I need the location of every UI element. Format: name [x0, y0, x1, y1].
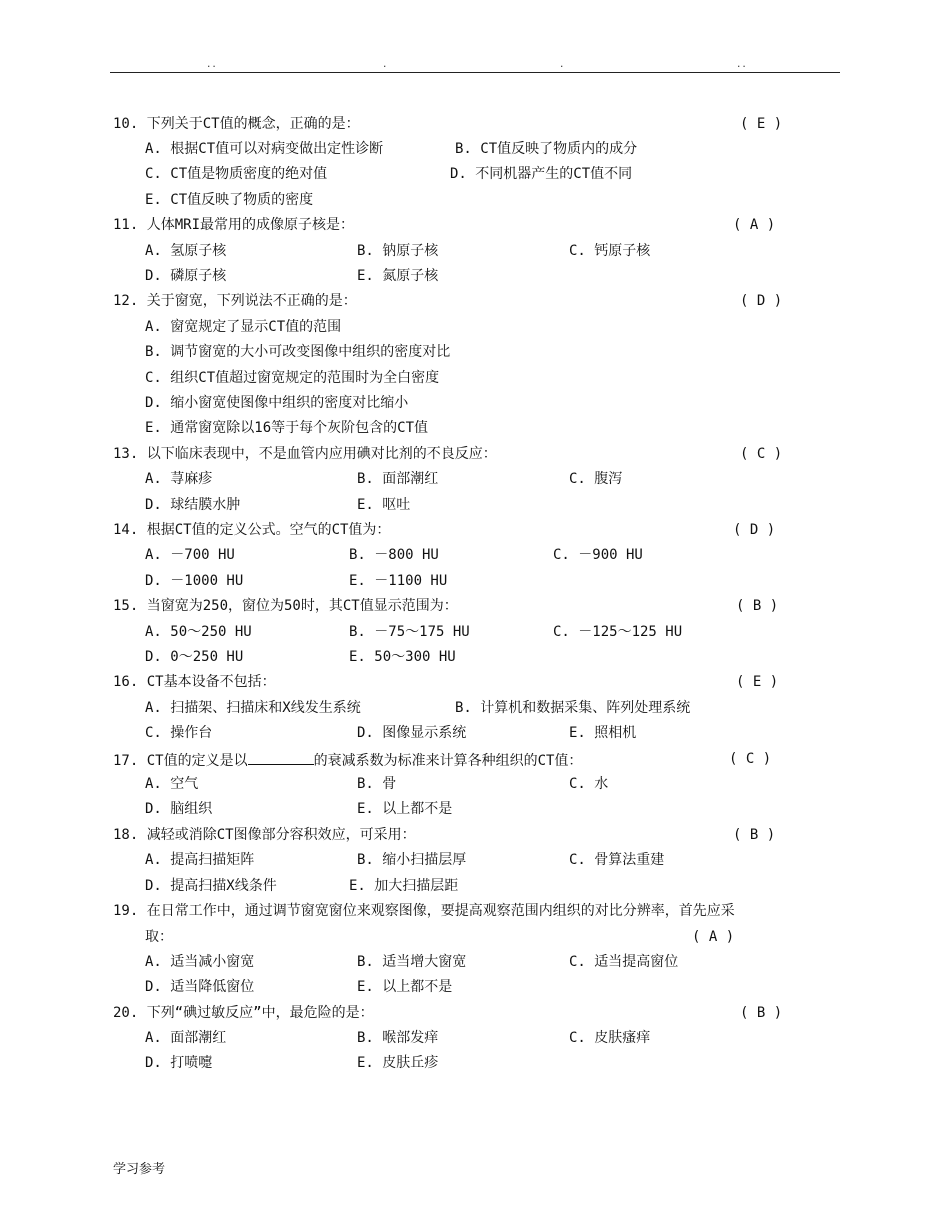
header-mark: . [559, 60, 565, 70]
question-20-option-d: D. 打喷嚏 [145, 1055, 213, 1071]
question-20-option-b: B. 喉部发痒 [357, 1030, 439, 1046]
question-18-stem: 18. 减轻或消除CT图像部分容积效应，可采用： [113, 827, 416, 843]
question-14-stem: 14. 根据CT值的定义公式。空气的CT值为： [113, 522, 391, 538]
question-10-option-d: D. 不同机器产生的CT值不同 [450, 166, 633, 182]
question-19-option-c: C. 适当提高窗位 [569, 954, 679, 970]
question-11-answer: ( A ) [733, 217, 776, 233]
question-17-option-b: B. 骨 [357, 776, 397, 792]
question-19-stem: 19. 在日常工作中，通过调节窗宽窗位来观察图像，要提高观察范围内组织的对比分辨率，首先应采 [113, 903, 735, 919]
question-18-option-b: B. 缩小扫描层厚 [357, 852, 467, 868]
question-19-option-a: A. 适当减小窗宽 [145, 954, 255, 970]
question-10-option-e: E. CT值反映了物质的密度 [145, 192, 314, 208]
question-13-option-e: E. 呕吐 [357, 497, 411, 513]
question-10-option-c: C. CT值是物质密度的绝对值 [145, 166, 328, 182]
question-13-answer: ( C ) [740, 446, 783, 462]
question-13-option-c: C. 腹泻 [569, 471, 623, 487]
question-15-answer: ( B ) [736, 598, 779, 614]
header-rule [110, 72, 840, 73]
question-11-option-b: B. 钠原子核 [357, 243, 439, 259]
question-14-answer: ( D ) [733, 522, 776, 538]
question-20-stem: 20. 下列“碘过敏反应”中，最危险的是： [113, 1005, 374, 1021]
question-11-option-c: C. 钙原子核 [569, 243, 651, 259]
question-18-option-e: E. 加大扫描层距 [349, 878, 459, 894]
question-14-option-b: B. －800 HU [349, 547, 439, 563]
question-20-option-c: C. 皮肤瘙痒 [569, 1030, 651, 1046]
question-17-option-c: C. 水 [569, 776, 609, 792]
question-10-stem: 10. 下列关于CT值的概念，正确的是： [113, 116, 360, 132]
question-17-stem-pre: 17. CT值的定义是以 [113, 753, 248, 769]
question-11-option-a: A. 氢原子核 [145, 243, 227, 259]
question-11-option-e: E. 氮原子核 [357, 268, 439, 284]
question-18-option-c: C. 骨算法重建 [569, 852, 665, 868]
question-12-stem: 12. 关于窗宽，下列说法不正确的是： [113, 293, 357, 309]
header-mark: . [382, 60, 388, 70]
question-14-option-a: A. －700 HU [145, 547, 235, 563]
question-17-option-a: A. 空气 [145, 776, 199, 792]
question-13-option-d: D. 球结膜水肿 [145, 497, 241, 513]
question-19-answer: ( A ) [692, 929, 735, 945]
question-16-option-b: B. 计算机和数据采集、阵列处理系统 [455, 700, 691, 716]
question-15-option-d: D. 0～250 HU [145, 649, 244, 665]
question-14-option-e: E. －1100 HU [349, 573, 448, 589]
question-16-option-e: E. 照相机 [569, 725, 637, 741]
question-19-option-e: E. 以上都不是 [357, 979, 453, 995]
question-10-answer: ( E ) [740, 116, 783, 132]
header-mark: .. [736, 60, 747, 70]
question-15-option-b: B. －75～175 HU [349, 624, 470, 640]
question-13-stem: 13. 以下临床表现中，不是血管内应用碘对比剂的不良反应： [113, 446, 497, 462]
question-13-option-b: B. 面部潮红 [357, 471, 439, 487]
question-11-option-d: D. 磷原子核 [145, 268, 227, 284]
question-16-option-c: C. 操作台 [145, 725, 213, 741]
question-16-option-a: A. 扫描架、扫描床和X线发生系统 [145, 700, 361, 716]
question-18-option-a: A. 提高扫描矩阵 [145, 852, 255, 868]
question-16-answer: ( E ) [736, 674, 779, 690]
question-20-option-e: E. 皮肤丘疹 [357, 1055, 439, 1071]
question-18-option-d: D. 提高扫描X线条件 [145, 878, 277, 894]
question-10-option-b: B. CT值反映了物质内的成分 [455, 141, 638, 157]
question-16-option-d: D. 图像显示系统 [357, 725, 467, 741]
question-15-option-a: A. 50～250 HU [145, 624, 252, 640]
question-19-stem-continued: 取： [145, 929, 173, 945]
page-footer: 学习参考 [113, 1162, 166, 1177]
question-17-answer: ( C ) [729, 751, 772, 767]
header-mark: .. [206, 60, 217, 70]
question-20-answer: ( B ) [740, 1005, 783, 1021]
question-20-option-a: A. 面部潮红 [145, 1030, 227, 1046]
question-12-option-d: D. 缩小窗宽使图像中组织的密度对比缩小 [145, 395, 409, 411]
question-11-stem: 11. 人体MRI最常用的成像原子核是： [113, 217, 355, 233]
question-12-answer: ( D ) [740, 293, 783, 309]
question-10-option-a: A. 根据CT值可以对病变做出定性诊断 [145, 141, 384, 157]
question-17-stem-post: 的衰减系数为标准来计算各种组织的CT值： [313, 753, 583, 769]
question-18-answer: ( B ) [733, 827, 776, 843]
question-15-option-e: E. 50～300 HU [349, 649, 456, 665]
question-12-option-c: C. 组织CT值超过窗宽规定的范围时为全白密度 [145, 370, 440, 386]
question-17-stem [113, 750, 582, 770]
question-16-stem: 16. CT基本设备不包括： [113, 674, 276, 690]
question-19-option-d: D. 适当降低窗位 [145, 979, 255, 995]
question-13-option-a: A. 荨麻疹 [145, 471, 213, 487]
question-14-option-d: D. －1000 HU [145, 573, 244, 589]
question-17-option-d: D. 脑组织 [145, 801, 213, 817]
question-12-option-a: A. 窗宽规定了显示CT值的范围 [145, 319, 342, 335]
question-14-option-c: C. －900 HU [553, 547, 643, 563]
question-15-stem: 15. 当窗宽为250，窗位为50时，其CT值显示范围为： [113, 598, 458, 614]
question-19-option-b: B. 适当增大窗宽 [357, 954, 467, 970]
fill-in-blank [248, 750, 314, 765]
question-12-option-b: B. 调节窗宽的大小可改变图像中组织的密度对比 [145, 344, 451, 360]
question-15-option-c: C. －125～125 HU [553, 624, 683, 640]
question-17-option-e: E. 以上都不是 [357, 801, 453, 817]
question-12-option-e: E. 通常窗宽除以16等于每个灰阶包含的CT值 [145, 420, 428, 436]
